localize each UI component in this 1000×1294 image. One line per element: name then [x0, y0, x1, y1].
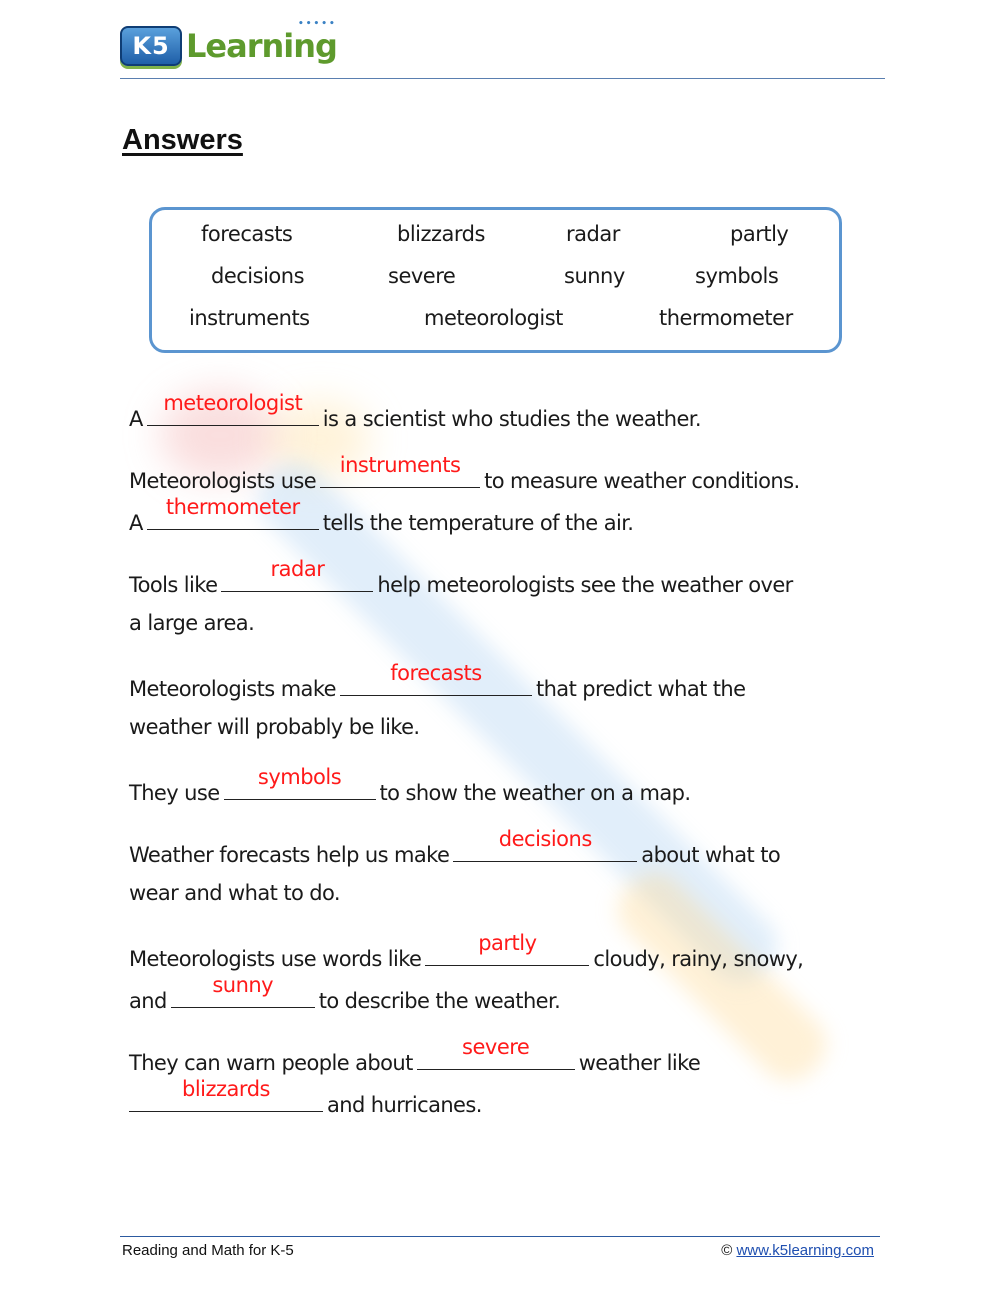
sentence-text-before: Weather forecasts help us make	[129, 843, 450, 867]
answer-text: sunny	[212, 973, 274, 997]
answer-blank	[129, 1077, 323, 1112]
sentence-text-before: They can warn people about	[129, 1051, 413, 1075]
k5-learning-logo	[120, 19, 337, 66]
sentence-line	[129, 931, 804, 971]
logo-text: Learning •••••	[186, 19, 337, 65]
word-bank	[149, 207, 842, 353]
sentence-line	[129, 557, 793, 597]
sentence-line	[129, 495, 634, 535]
answer-text: meteorologist	[163, 391, 303, 415]
sentence-line	[129, 827, 781, 867]
sentence-text-after: about what to	[641, 843, 781, 867]
sentence-line	[129, 661, 746, 701]
sentence-text-before: They use	[129, 781, 220, 805]
answer-blank	[147, 495, 319, 530]
sentence-text-before: Meteorologists make	[129, 677, 336, 701]
word-bank-item: radar	[566, 222, 620, 246]
word-bank-item: instruments	[189, 306, 310, 330]
answer-text: radar	[270, 557, 325, 581]
sentence-text: weather will probably be like.	[129, 715, 420, 739]
logo-stars-icon: •••••	[298, 19, 337, 29]
sentence-line	[129, 1077, 482, 1117]
page-header	[120, 18, 885, 78]
footer-tagline: Reading and Math for K-5	[122, 1242, 294, 1259]
word-bank-item: forecasts	[201, 222, 293, 246]
sentence-line	[129, 611, 254, 635]
word-bank-item: thermometer	[659, 306, 793, 330]
sentence-text-before: A	[129, 511, 143, 535]
sentence-text-after: weather like	[578, 1051, 701, 1075]
header-divider	[120, 78, 885, 79]
sentence-text-before: Tools like	[129, 573, 218, 597]
sentence-line	[129, 881, 340, 905]
sentence-text-after: help meteorologists see the weather over	[377, 573, 793, 597]
sentence-line	[129, 1035, 701, 1075]
sentence-text-after: to measure weather conditions.	[484, 469, 800, 493]
sentence-line	[129, 765, 691, 805]
copyright-symbol: ©	[721, 1242, 733, 1259]
sentence-line	[129, 715, 420, 739]
sentence-text-before: Meteorologists use words like	[129, 947, 422, 971]
sentence-text-after: to show the weather on a map.	[379, 781, 691, 805]
sentence-text: wear and what to do.	[129, 881, 340, 905]
sentence-line	[129, 973, 561, 1013]
word-bank-item: partly	[730, 222, 789, 246]
answer-blank	[224, 765, 376, 800]
answer-text: blizzards	[182, 1077, 270, 1101]
word-bank-item: severe	[388, 264, 456, 288]
sentence-line	[129, 391, 701, 431]
word-bank-item: blizzards	[397, 222, 485, 246]
word-bank-item: sunny	[564, 264, 625, 288]
page-title: Answers	[122, 124, 243, 156]
website-link[interactable]: www.k5learning.com	[736, 1242, 874, 1259]
answer-blank	[320, 453, 480, 488]
sentence-text-before: Meteorologists use	[129, 469, 317, 493]
sentence-text-after: cloudy, rainy, snowy,	[593, 947, 804, 971]
sentence-line	[129, 453, 800, 493]
sentence-text-after: that predict what the	[535, 677, 746, 701]
sentence-text-after: is a scientist who studies the weather.	[322, 407, 701, 431]
answer-blank	[425, 931, 589, 966]
word-bank-item: meteorologist	[424, 306, 563, 330]
footer-divider	[120, 1236, 880, 1237]
answer-text: severe	[462, 1035, 530, 1059]
sentence-text-after: and hurricanes.	[327, 1093, 482, 1117]
logo-badge: K5	[120, 26, 182, 66]
answer-blank	[147, 391, 319, 426]
answer-blank	[221, 557, 373, 592]
sentence-text-after: to describe the weather.	[318, 989, 561, 1013]
sentence-text-before: A	[129, 407, 143, 431]
answer-blank	[453, 827, 637, 862]
sentence-text: a large area.	[129, 611, 255, 635]
answer-blank	[340, 661, 532, 696]
sentence-text-before: and	[129, 989, 167, 1013]
answer-text: partly	[478, 931, 537, 955]
answer-text: forecasts	[390, 661, 482, 685]
footer-copyright	[721, 1242, 874, 1259]
word-bank-item: decisions	[211, 264, 305, 288]
sentence-text-after: tells the temperature of the air.	[322, 511, 634, 535]
answer-text: thermometer	[165, 495, 300, 519]
word-bank-item: symbols	[695, 264, 779, 288]
answer-blank	[171, 973, 315, 1008]
answer-text: symbols	[257, 765, 342, 789]
answer-blank	[417, 1035, 575, 1070]
answer-text: decisions	[498, 827, 592, 851]
answer-text: instruments	[339, 453, 461, 477]
